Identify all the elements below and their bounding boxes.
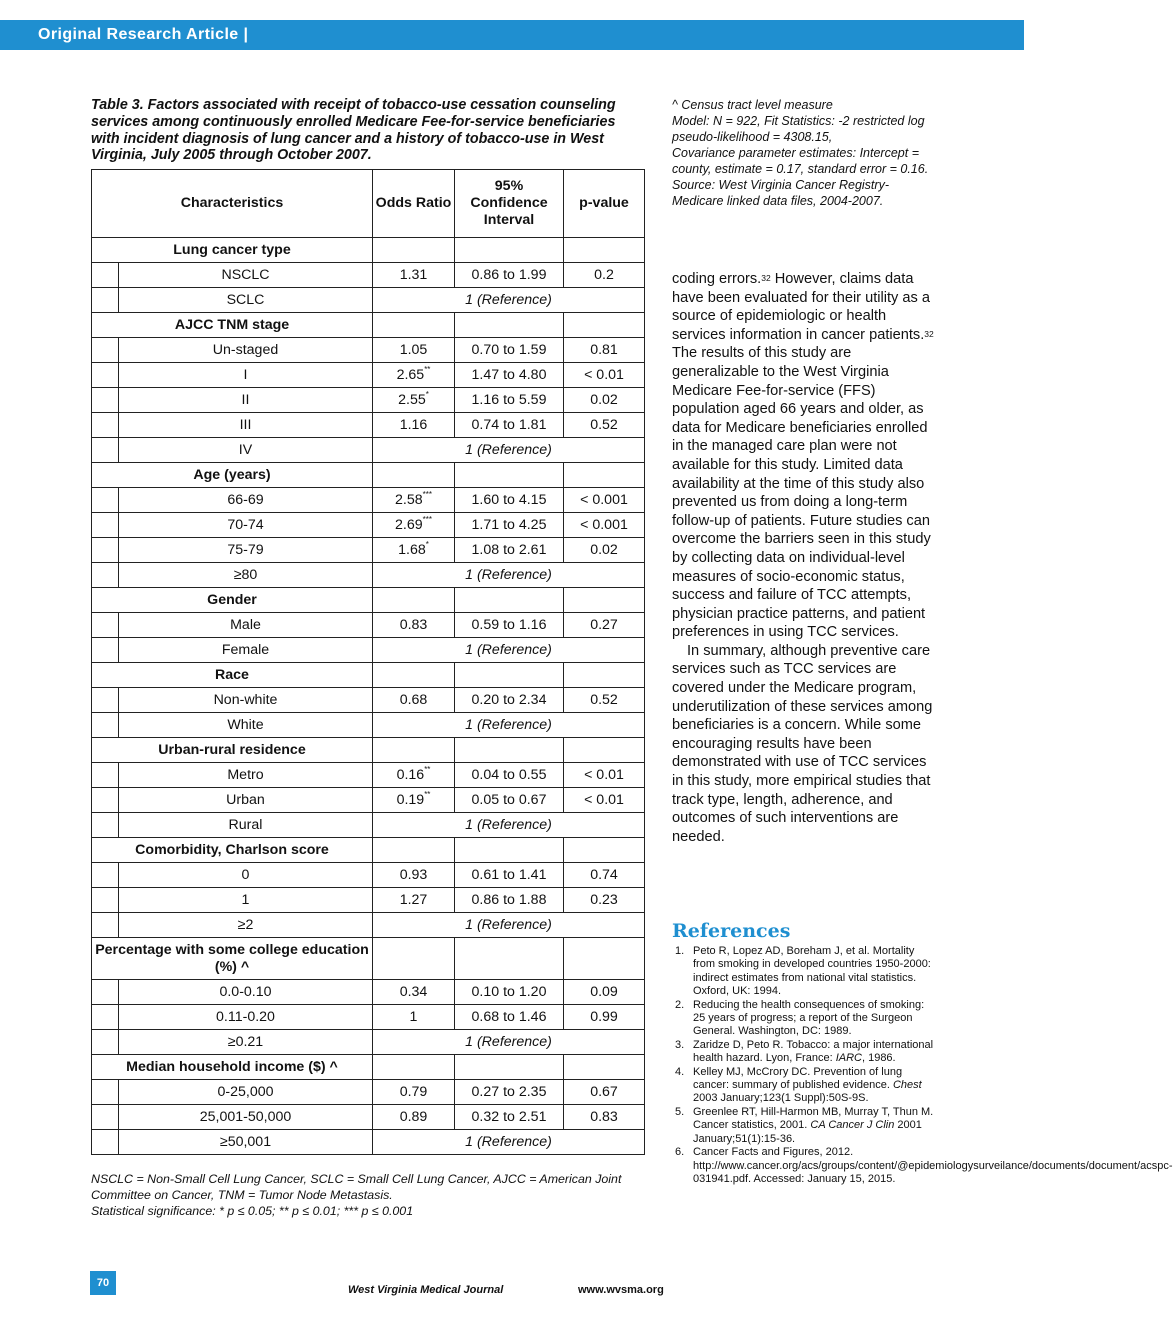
section-row <box>92 738 645 763</box>
odds-ratio-cell <box>373 363 455 388</box>
ci-cell: 0.86 to 1.99 <box>455 263 564 288</box>
header-odds-ratio: Odds Ratio <box>373 170 455 238</box>
indent-cell <box>92 513 119 538</box>
empty-cell <box>373 738 455 763</box>
odds-ratio-cell <box>373 263 455 288</box>
indent-cell <box>92 388 119 413</box>
reference-item <box>672 1106 934 1146</box>
odds-ratio-cell <box>373 688 455 713</box>
empty-cell <box>455 238 564 263</box>
ci-cell: 0.70 to 1.59 <box>455 338 564 363</box>
indent-cell <box>92 788 119 813</box>
odds-ratio-value: 2.69 <box>395 517 423 533</box>
footnote-census: ^ Census tract level measure <box>672 98 833 112</box>
characteristic-cell: 1 <box>119 888 373 913</box>
characteristic-cell: 75-79 <box>119 538 373 563</box>
empty-cell <box>455 738 564 763</box>
indent-cell <box>92 913 119 938</box>
reference-journal: IARC <box>835 1052 862 1065</box>
empty-cell <box>373 838 455 863</box>
reference-number: 4. <box>675 1065 685 1078</box>
reference-text: Cancer Facts and Figures, 2012. http://www.cancer.org/acs/groups/content/@epidemiologysurveilance/documents/document/acspc-031941.pdf. Accessed: January 15, 2015. <box>693 1146 1173 1185</box>
table-row <box>92 363 645 388</box>
indent-cell <box>92 713 119 738</box>
reference-journal: CA Cancer J Clin <box>810 1119 895 1132</box>
p-value-cell: < 0.001 <box>564 513 645 538</box>
reference-cell: 1 (Reference) <box>373 913 645 938</box>
empty-cell <box>455 663 564 688</box>
significance-marker: *** <box>422 515 432 524</box>
journal-name: West Virginia Medical Journal <box>348 1284 504 1296</box>
ci-cell: 0.74 to 1.81 <box>455 413 564 438</box>
significance-marker: *** <box>422 490 432 499</box>
empty-cell <box>455 588 564 613</box>
journal-website: www.wvsma.org <box>578 1284 664 1296</box>
header-p-value: p-value <box>564 170 645 238</box>
characteristic-cell: ≥80 <box>119 563 373 588</box>
table-row <box>92 263 645 288</box>
section-label: Gender <box>92 588 373 613</box>
citation-marker: 32 <box>761 273 771 283</box>
odds-ratio-cell <box>373 338 455 363</box>
odds-ratio-cell <box>373 488 455 513</box>
indent-cell <box>92 813 119 838</box>
reference-cell: 1 (Reference) <box>373 713 645 738</box>
characteristic-cell: Male <box>119 613 373 638</box>
characteristic-cell: 0-25,000 <box>119 1080 373 1105</box>
reference-cell: 1 (Reference) <box>373 1130 645 1155</box>
significance-marker: * <box>425 540 429 549</box>
indent-cell <box>92 763 119 788</box>
indent-cell <box>92 1005 119 1030</box>
ci-cell: 1.08 to 2.61 <box>455 538 564 563</box>
odds-ratio-cell <box>373 1005 455 1030</box>
section-label: Urban-rural residence <box>92 738 373 763</box>
characteristic-cell: SCLC <box>119 288 373 313</box>
odds-ratio-value: 0.19 <box>396 792 425 808</box>
odds-ratio-value: 1.68 <box>398 542 426 558</box>
p-value-cell: 0.23 <box>564 888 645 913</box>
reference-row <box>92 288 645 313</box>
characteristic-cell: ≥50,001 <box>119 1130 373 1155</box>
p-value-cell: 0.52 <box>564 688 645 713</box>
results-table <box>91 169 645 1155</box>
reference-text: Zaridze D, Peto R. Tobacco: a major international health hazard. Lyon, France: <box>693 1038 934 1065</box>
ci-cell: 0.68 to 1.46 <box>455 1005 564 1030</box>
indent-cell <box>92 538 119 563</box>
odds-ratio-value: 1.27 <box>399 892 428 908</box>
table-row <box>92 388 645 413</box>
header-characteristics: Characteristics <box>92 170 373 238</box>
reference-cell: 1 (Reference) <box>373 1030 645 1055</box>
odds-ratio-value: 1.31 <box>399 267 428 283</box>
article-body <box>672 270 934 846</box>
indent-cell <box>92 1105 119 1130</box>
ci-cell: 0.32 to 2.51 <box>455 1105 564 1130</box>
footnote-source: Source: West Virginia Cancer Registry-Medicare linked data files, 2004-2007. <box>672 178 889 208</box>
odds-ratio-value: 0.16 <box>396 767 425 783</box>
indent-cell <box>92 413 119 438</box>
table-row <box>92 338 645 363</box>
ci-cell: 0.05 to 0.67 <box>455 788 564 813</box>
odds-ratio-cell <box>373 388 455 413</box>
table-row <box>92 538 645 563</box>
p-value-cell: < 0.01 <box>564 363 645 388</box>
characteristic-cell: 25,001-50,000 <box>119 1105 373 1130</box>
characteristic-cell: Urban <box>119 788 373 813</box>
characteristic-cell: 66-69 <box>119 488 373 513</box>
footnote-covariance: Covariance parameter estimates: Intercept = county, estimate = 0.17, standard error = 0.16. <box>672 146 929 176</box>
odds-ratio-value: 0.68 <box>399 692 428 708</box>
ci-cell: 0.04 to 0.55 <box>455 763 564 788</box>
table-row <box>92 1105 645 1130</box>
characteristic-cell: 0.11-0.20 <box>119 1005 373 1030</box>
empty-cell <box>564 838 645 863</box>
p-value-cell: 0.52 <box>564 413 645 438</box>
p-value-cell: 0.74 <box>564 863 645 888</box>
ci-cell: 1.71 to 4.25 <box>455 513 564 538</box>
empty-cell <box>455 313 564 338</box>
section-row <box>92 1055 645 1080</box>
indent-cell <box>92 363 119 388</box>
p-value-cell: < 0.01 <box>564 763 645 788</box>
empty-cell <box>564 938 645 980</box>
reference-row <box>92 438 645 463</box>
indent-cell <box>92 888 119 913</box>
indent-cell <box>92 563 119 588</box>
characteristic-cell: ≥2 <box>119 913 373 938</box>
ci-cell: 0.59 to 1.16 <box>455 613 564 638</box>
empty-cell <box>373 313 455 338</box>
reference-row <box>92 1130 645 1155</box>
empty-cell <box>455 838 564 863</box>
characteristic-cell: IV <box>119 438 373 463</box>
odds-ratio-cell <box>373 538 455 563</box>
section-row <box>92 663 645 688</box>
indent-cell <box>92 613 119 638</box>
reference-number: 1. <box>675 945 685 957</box>
reference-number: 5. <box>675 1105 685 1118</box>
section-row <box>92 938 645 980</box>
characteristic-cell: 70-74 <box>119 513 373 538</box>
odds-ratio-value: 0.83 <box>399 617 428 633</box>
reference-details: , 1986. <box>861 1052 896 1065</box>
indent-cell <box>92 488 119 513</box>
table-row <box>92 888 645 913</box>
odds-ratio-value: 0.34 <box>399 984 428 1000</box>
reference-cell: 1 (Reference) <box>373 563 645 588</box>
characteristic-cell: Female <box>119 638 373 663</box>
section-row <box>92 238 645 263</box>
ci-cell: 0.10 to 1.20 <box>455 980 564 1005</box>
reference-item <box>672 1066 934 1106</box>
reference-details: 2001 January;51(1):15-36. <box>693 1119 922 1145</box>
odds-ratio-value: 0.89 <box>399 1109 428 1125</box>
abbreviation-note: NSCLC = Non-Small Cell Lung Cancer, SCLC = Small Cell Lung Cancer, AJCC = American Joint Committee on Cancer, TNM = Tumor Node Metastasis. <box>91 1172 622 1202</box>
table-row <box>92 613 645 638</box>
odds-ratio-cell <box>373 788 455 813</box>
p-value-cell: 0.2 <box>564 263 645 288</box>
banner-title: Original Research Article | <box>38 26 249 43</box>
odds-ratio-value: 2.55 <box>398 392 426 408</box>
p-value-cell: 0.09 <box>564 980 645 1005</box>
table-row <box>92 413 645 438</box>
odds-ratio-value: 1 <box>409 1009 418 1025</box>
ci-cell: 0.20 to 2.34 <box>455 688 564 713</box>
characteristic-cell: NSCLC <box>119 263 373 288</box>
reference-row <box>92 563 645 588</box>
odds-ratio-cell <box>373 613 455 638</box>
table-row <box>92 1005 645 1030</box>
citation-marker: 32 <box>924 328 934 339</box>
odds-ratio-cell <box>373 413 455 438</box>
odds-ratio-value: 1.16 <box>399 417 428 433</box>
characteristic-cell: I <box>119 363 373 388</box>
body-text-run: The results of this study are generalizable to the West Virginia Medicare Fee-for-service (FFS) population aged 66 years and older, as data for Medicare beneficiaries enrolled in the managed care plan were not available for this study. Limited data availability at the time of this study also prevented us from doing a long-term follow-up of patients. Future studies can overcome the barriers seen in this study by collecting data on individual-level measures of socio-economic status, success and failure of TCC attempts, physician practice patterns, and patient preferences in using TCC services. <box>672 345 931 641</box>
p-value-cell: 0.99 <box>564 1005 645 1030</box>
characteristic-cell: II <box>119 388 373 413</box>
reference-item <box>672 1039 934 1066</box>
reference-row <box>92 813 645 838</box>
reference-item <box>672 1146 1173 1186</box>
reference-cell: 1 (Reference) <box>373 438 645 463</box>
header-confidence-interval: 95% Confidence Interval <box>455 170 564 238</box>
empty-cell <box>455 1055 564 1080</box>
reference-row <box>92 913 645 938</box>
indent-cell <box>92 980 119 1005</box>
section-label: Race <box>92 663 373 688</box>
empty-cell <box>564 588 645 613</box>
reference-number: 6. <box>675 1146 685 1159</box>
table-title: Table 3. Factors associated with receipt of tobacco-use cessation counseling services among continuously enrolled Medicare Fee-for-service beneficiaries with incident diagnosis of lung cancer and a history of tobacco-use in West Virginia, July 2005 through October 2007. <box>91 97 616 164</box>
p-value-cell: 0.67 <box>564 1080 645 1105</box>
reference-text: Greenlee RT, Hill-Harmon MB, Murray T, Thun M. Cancer statistics, 2001. <box>693 1105 934 1132</box>
characteristic-cell: 0.0-0.10 <box>119 980 373 1005</box>
odds-ratio-cell <box>373 1105 455 1130</box>
table-row <box>92 763 645 788</box>
page-number: 70 <box>90 1271 116 1295</box>
reference-cell: 1 (Reference) <box>373 288 645 313</box>
p-value-cell: < 0.001 <box>564 488 645 513</box>
significance-marker: ** <box>424 765 431 774</box>
table-row <box>92 688 645 713</box>
body-text-run: However, claims data have been evaluated for their utility as a source of epidemiologic or health services information in cancer patients. <box>672 271 930 343</box>
ci-cell: 0.27 to 2.35 <box>455 1080 564 1105</box>
empty-cell <box>373 1055 455 1080</box>
ci-cell: 1.16 to 5.59 <box>455 388 564 413</box>
reference-row <box>92 638 645 663</box>
reference-text: Reducing the health consequences of smoking: 25 years of progress; a report of the Surgeon General. Washington, DC: 1989. <box>693 998 925 1038</box>
odds-ratio-value: 2.58 <box>395 492 423 508</box>
indent-cell <box>92 438 119 463</box>
reference-row <box>92 1030 645 1055</box>
characteristic-cell: 0 <box>119 863 373 888</box>
characteristic-cell: Un-staged <box>119 338 373 363</box>
section-row <box>92 588 645 613</box>
body-text-run: coding errors. <box>672 271 762 287</box>
table-row <box>92 1080 645 1105</box>
characteristic-cell: III <box>119 413 373 438</box>
reference-number: 2. <box>675 998 685 1011</box>
reference-text: Peto R, Lopez AD, Boreham J, et al. Mortality from smoking in developed countries 1950-2000: indirect estimates from national vital statistics. Oxford, UK: 1994. <box>693 945 931 998</box>
section-row <box>92 313 645 338</box>
odds-ratio-value: 0.79 <box>399 1084 428 1100</box>
footnote-model: Model: N = 922, Fit Statistics: -2 restricted log pseudo-likelihood = 4308.15, <box>672 114 925 144</box>
body-paragraph-2: In summary, although preventive care services such as TCC services are covered under the Medicare program, underutilization of these services among beneficiaries is a concern. While some encouraging results have been demonstrated with use of TCC services in this study, more empirical studies that track type, length, adherence, and outcomes of such interventions are needed. <box>672 642 933 845</box>
p-value-cell: 0.81 <box>564 338 645 363</box>
empty-cell <box>455 938 564 980</box>
ci-cell: 0.86 to 1.88 <box>455 888 564 913</box>
p-value-cell: 0.83 <box>564 1105 645 1130</box>
indent-cell <box>92 863 119 888</box>
table-row <box>92 863 645 888</box>
empty-cell <box>373 938 455 980</box>
section-row <box>92 838 645 863</box>
section-row <box>92 463 645 488</box>
indent-cell <box>92 1080 119 1105</box>
indent-cell <box>92 688 119 713</box>
empty-cell <box>564 738 645 763</box>
section-label: Lung cancer type <box>92 238 373 263</box>
section-label: Age (years) <box>92 463 373 488</box>
reference-cell: 1 (Reference) <box>373 638 645 663</box>
section-label: Median household income ($) ^ <box>92 1055 373 1080</box>
odds-ratio-cell <box>373 888 455 913</box>
empty-cell <box>373 663 455 688</box>
ci-cell: 1.47 to 4.80 <box>455 363 564 388</box>
significance-marker: * <box>425 390 429 399</box>
p-value-cell: 0.27 <box>564 613 645 638</box>
characteristic-cell: White <box>119 713 373 738</box>
p-value-cell: 0.02 <box>564 388 645 413</box>
odds-ratio-value: 1.05 <box>399 342 428 358</box>
p-value-cell: < 0.01 <box>564 788 645 813</box>
table-body <box>92 238 645 1155</box>
indent-cell <box>92 1030 119 1055</box>
table-footnotes <box>672 97 934 209</box>
reference-number: 3. <box>675 1038 685 1051</box>
characteristic-cell: Metro <box>119 763 373 788</box>
table-header-row <box>92 170 645 238</box>
characteristic-cell: ≥0.21 <box>119 1030 373 1055</box>
table-row <box>92 513 645 538</box>
reference-text: Kelley MJ, McCrory DC. Prevention of lung cancer: summary of published evidence. <box>693 1065 903 1092</box>
ci-cell: 1.60 to 4.15 <box>455 488 564 513</box>
empty-cell <box>373 463 455 488</box>
table-row <box>92 980 645 1005</box>
odds-ratio-cell <box>373 763 455 788</box>
odds-ratio-cell <box>373 863 455 888</box>
empty-cell <box>564 463 645 488</box>
section-label: Percentage with some college education (%) ^ <box>92 938 373 980</box>
odds-ratio-cell <box>373 513 455 538</box>
characteristic-cell: Non-white <box>119 688 373 713</box>
significance-marker: ** <box>424 790 431 799</box>
empty-cell <box>373 238 455 263</box>
table-notes <box>91 1172 646 1219</box>
characteristic-cell: Rural <box>119 813 373 838</box>
indent-cell <box>92 288 119 313</box>
reference-journal: Chest <box>892 1079 922 1092</box>
reference-item <box>672 945 934 999</box>
reference-details: 2003 January;123(1 Suppl):50S-9S. <box>693 1092 869 1105</box>
reference-cell: 1 (Reference) <box>373 813 645 838</box>
odds-ratio-cell <box>373 980 455 1005</box>
references-heading: References <box>672 920 791 942</box>
significance-note: Statistical significance: * p ≤ 0.05; ** p ≤ 0.01; *** p ≤ 0.001 <box>91 1203 414 1218</box>
empty-cell <box>564 238 645 263</box>
ci-cell: 0.61 to 1.41 <box>455 863 564 888</box>
empty-cell <box>455 463 564 488</box>
section-label: Comorbidity, Charlson score <box>92 838 373 863</box>
odds-ratio-cell <box>373 1080 455 1105</box>
section-banner <box>0 20 1024 50</box>
section-label: AJCC TNM stage <box>92 313 373 338</box>
indent-cell <box>92 338 119 363</box>
references-list <box>672 945 1173 1186</box>
reference-row <box>92 713 645 738</box>
empty-cell <box>564 313 645 338</box>
empty-cell <box>564 1055 645 1080</box>
indent-cell <box>92 638 119 663</box>
table-row <box>92 488 645 513</box>
significance-marker: ** <box>424 365 431 374</box>
empty-cell <box>373 588 455 613</box>
indent-cell <box>92 263 119 288</box>
indent-cell <box>92 1130 119 1155</box>
reference-item <box>672 999 934 1039</box>
p-value-cell: 0.02 <box>564 538 645 563</box>
body-paragraph-1 <box>672 270 934 642</box>
odds-ratio-value: 2.65 <box>396 367 425 383</box>
table-row <box>92 788 645 813</box>
table-column <box>91 97 646 1218</box>
odds-ratio-value: 0.93 <box>399 867 428 883</box>
empty-cell <box>564 663 645 688</box>
